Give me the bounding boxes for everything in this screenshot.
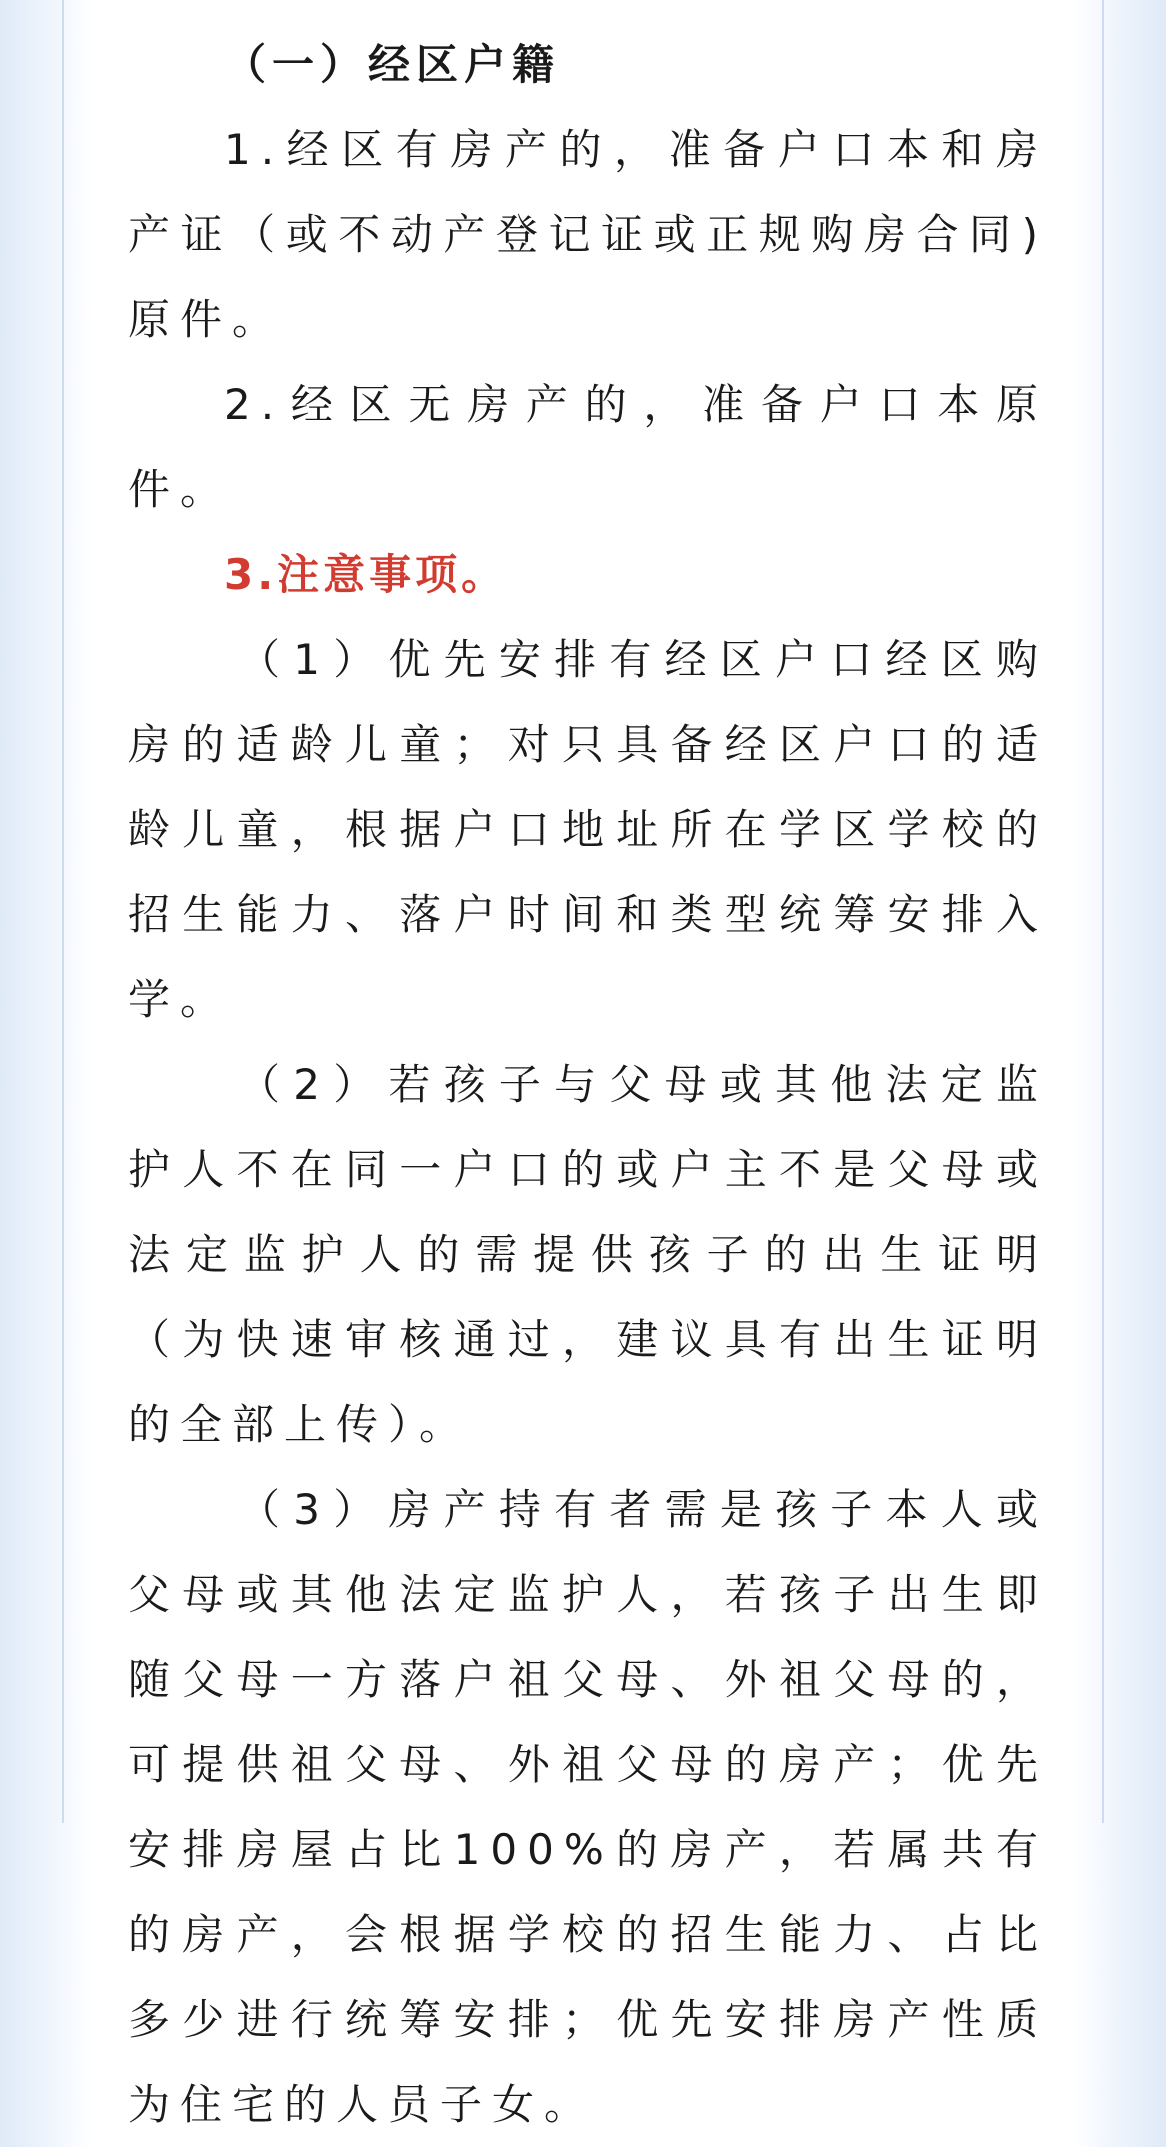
frame-border-right bbox=[1102, 0, 1104, 1823]
frame-border-left bbox=[62, 0, 64, 1823]
document-body bbox=[128, 22, 1048, 2147]
note-3-text: （3）房产持有者需是孩子本人或父母或其他法定监护人，若孩子出生即随父母一方落户祖父母、外祖父母的，可提供祖父母、外祖父母的房产；优先安排房屋占比100%的房产，若属共有的房产，会根据学校的招生能力、占比多少进行统筹安排；优先安排房产性质为住宅的人员子女。 bbox=[128, 1485, 1048, 2129]
section-heading: （一）经区户籍 bbox=[224, 40, 561, 89]
item-1-text: 1.经区有房产的，准备户口本和房产证（或不动产登记证或正规购房合同)原件。 bbox=[128, 125, 1048, 344]
note-2-text: （2）若孩子与父母或其他法定监护人不在同一户口的或户主不是父母或法定监护人的需提供孩子的出生证明（为快速审核通过，建议具有出生证明的全部上传）。 bbox=[128, 1060, 1048, 1449]
item-3-title: 3.注意事项。 bbox=[224, 550, 508, 599]
note-1-text: （1）优先安排有经区户口经区购房的适龄儿童；对只具备经区户口的适龄儿童，根据户口地址所在学区学校的招生能力、落户时间和类型统筹安排入学。 bbox=[128, 635, 1048, 1024]
item-2-text: 2.经区无房产的，准备户口本原件。 bbox=[128, 380, 1048, 514]
